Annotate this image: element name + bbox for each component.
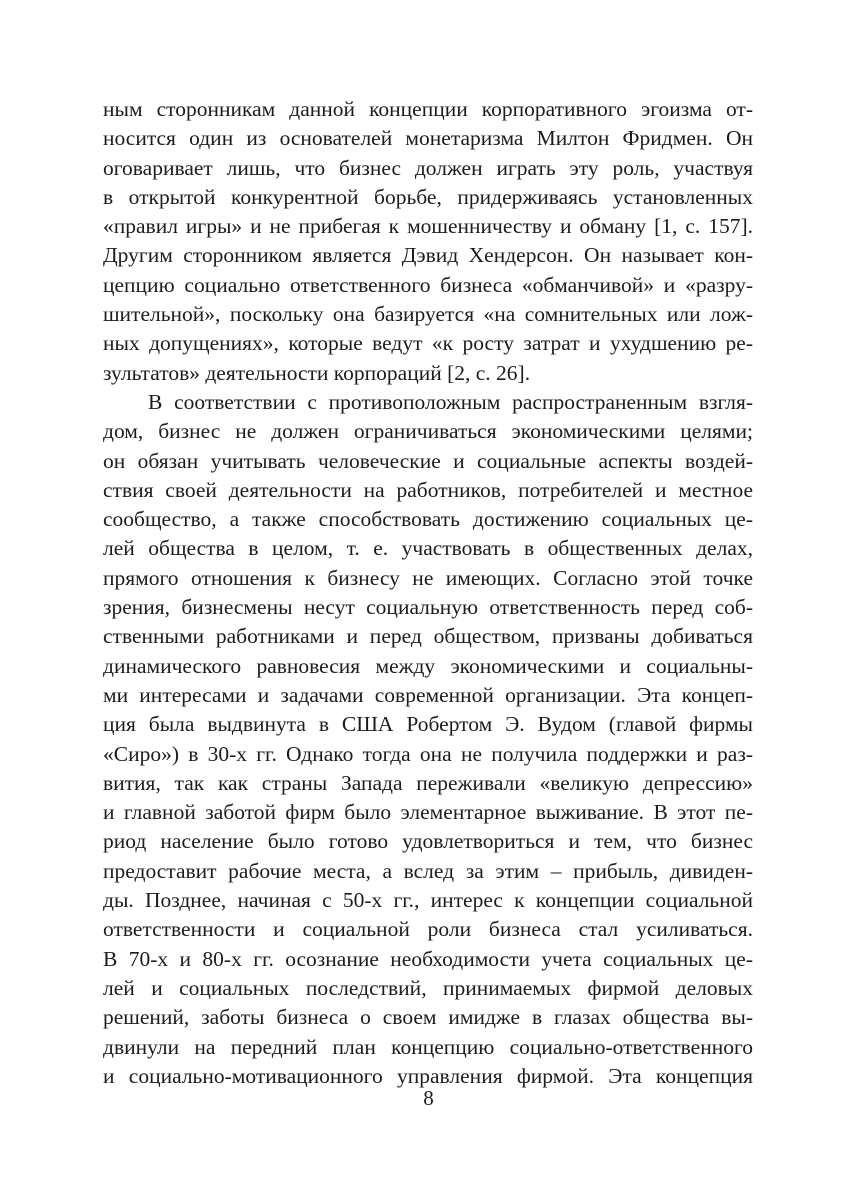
text-line: «правил игры» и не прибегая к мошенничеству и обману [1, с. 157]. — [103, 214, 753, 239]
text-line: ственными работниками и перед обществом, призваны добиваться — [103, 624, 753, 649]
text-line: решений, заботы бизнеса о своем имидже в глазах общества вы- — [103, 1005, 753, 1030]
text-line: ным сторонникам данной концепции корпоративного эгоизма от- — [103, 97, 753, 121]
text-line: В 70-х и 80-х гг. осознание необходимости учета социальных це- — [103, 946, 753, 971]
text-line: зрения, бизнесмены несут социальную ответственность перед соб- — [103, 595, 753, 620]
text-line: зультатов» деятельности корпораций [2, с. 26]. — [103, 360, 531, 385]
text-line: ных допущениях», которые ведут «к росту затрат и ухудшению ре- — [103, 331, 753, 356]
text-line: двинули на передний план концепцию социально-ответственного — [103, 1034, 753, 1059]
text-line: ция была выдвинута в США Робертом Э. Вудом (главой фирмы — [103, 712, 753, 737]
body-text — [103, 95, 753, 1091]
text-line: сообщество, а также способствовать достижению социальных це- — [103, 507, 753, 532]
text-line: ствия своей деятельности на работников, потребителей и местное — [103, 477, 753, 502]
text-line: динамического равновесия между экономическими и социальны- — [103, 653, 753, 678]
text-line: он обязан учитывать человеческие и социальные аспекты воздей- — [103, 448, 753, 473]
text-line: лей общества в целом, т. е. участвовать в общественных делах, — [103, 536, 753, 561]
text-line: Другим сторонником является Дэвид Хендерсон. Он называет кон- — [103, 243, 753, 268]
text-line: В соответствии с противоположным распространенным взгля- — [148, 389, 753, 414]
text-line: и социально-мотивационного управления фирмой. Эта концепция — [103, 1063, 753, 1088]
text-line: «Сиро») в 30-х гг. Однако тогда она не получила поддержки и раз- — [103, 741, 753, 766]
text-line: и главной заботой фирм было элементарное выживание. В этот пе- — [103, 800, 753, 825]
text-line: носится один из основателей монетаризма Милтон Фридмен. Он — [103, 126, 753, 151]
paragraph-1 — [103, 95, 753, 388]
text-line: оговаривает лишь, что бизнес должен играть эту роль, участвуя — [103, 155, 753, 180]
text-line: дом, бизнес не должен ограничиваться экономическими целями; — [103, 419, 753, 444]
text-line: ответственности и социальной роли бизнеса стал усиливаться. — [103, 917, 753, 942]
text-line: лей и социальных последствий, принимаемых фирмой деловых — [103, 975, 753, 1000]
text-line: в открытой конкурентной борьбе, придерживаясь установленных — [103, 184, 753, 209]
text-line: цепцию социально ответственного бизнеса «обманчивой» и «разру- — [103, 272, 753, 297]
paragraph-2 — [103, 388, 753, 1091]
text-line: риод население было готово удовлетвориться и тем, что бизнес — [103, 829, 753, 854]
text-line: шительной», поскольку она базируется «на сомнительных или лож- — [103, 302, 753, 327]
text-line: предоставит рабочие места, а вслед за этим – прибыль, дивиден- — [103, 858, 753, 883]
text-line: прямого отношения к бизнесу не имеющих. Согласно этой точке — [103, 565, 753, 590]
text-line: ми интересами и задачами современной организации. Эта концеп- — [103, 682, 753, 707]
page-number: 8 — [423, 1086, 434, 1110]
text-line: вития, так как страны Запада переживали «великую депрессию» — [103, 770, 753, 795]
text-line: ды. Позднее, начиная с 50-х гг., интерес к концепции социальной — [103, 888, 753, 913]
